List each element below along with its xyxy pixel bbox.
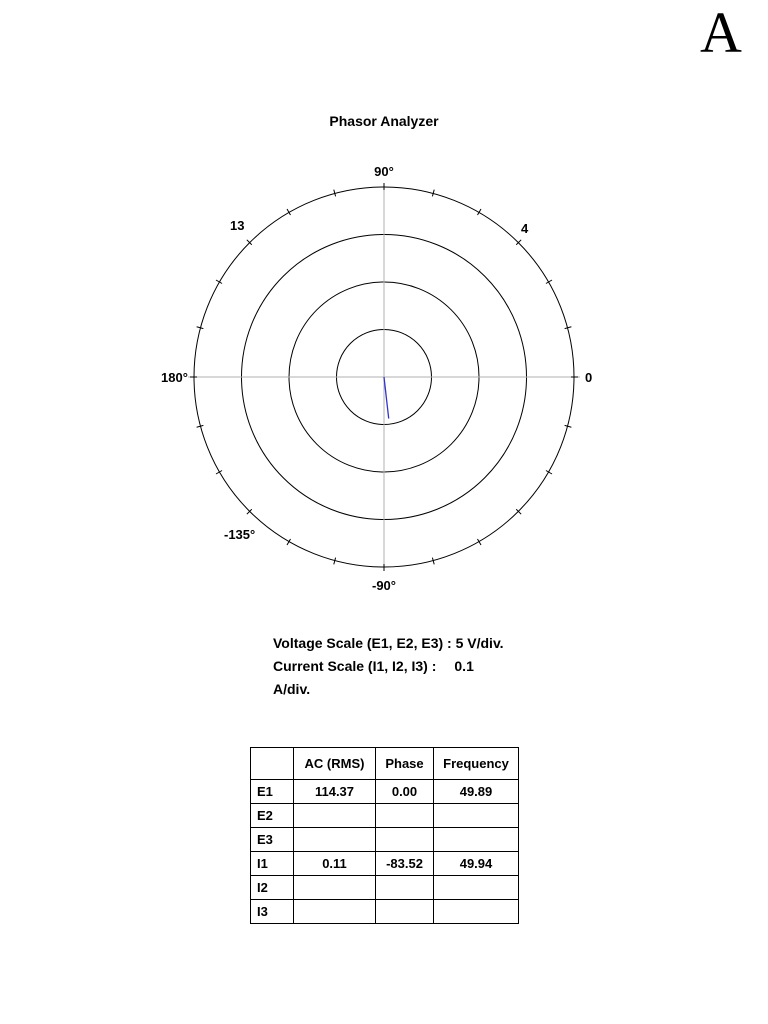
row-label: E3 [251, 828, 294, 852]
current-scale-value: 0.1 [454, 658, 474, 674]
table-header-phase: Phase [376, 748, 434, 780]
row-label: I3 [251, 900, 294, 924]
frequency-cell: 49.89 [434, 780, 519, 804]
axis-label-minus-90: -90° [372, 578, 396, 593]
axis-label-minus-135: -135° [224, 527, 256, 542]
frequency-cell [434, 900, 519, 924]
current-scale-row [273, 655, 504, 678]
frequency-cell: 49.94 [434, 852, 519, 876]
rms-cell [294, 900, 376, 924]
phase-cell [376, 828, 434, 852]
axis-label-0: 0 [585, 370, 593, 385]
axis-label-45: 4 [521, 221, 529, 236]
voltage-scale-value: 5 V/div. [455, 635, 504, 651]
rms-cell: 114.37 [294, 780, 376, 804]
row-label: E2 [251, 804, 294, 828]
scale-info [273, 632, 504, 701]
axis-label-180: 180° [161, 370, 188, 385]
table-header-corner [251, 748, 294, 780]
rms-cell [294, 828, 376, 852]
brand-logo: A [700, 0, 742, 65]
table-row [251, 852, 519, 876]
table-header-frequency: Frequency [434, 748, 519, 780]
angle-tick [247, 509, 252, 514]
table-header-rms: AC (RMS) [294, 748, 376, 780]
frequency-cell [434, 876, 519, 900]
frequency-cell [434, 804, 519, 828]
table-row [251, 780, 519, 804]
rms-cell: 0.11 [294, 852, 376, 876]
angle-tick [247, 240, 252, 245]
row-label: E1 [251, 780, 294, 804]
angle-tick [516, 509, 521, 514]
rms-cell [294, 804, 376, 828]
table-row [251, 804, 519, 828]
phase-cell [376, 804, 434, 828]
axis-label-135: 13 [230, 218, 245, 233]
phase-cell: -83.52 [376, 852, 434, 876]
table-row [251, 900, 519, 924]
phasor-vector-i1 [384, 377, 389, 419]
table-header-row [251, 748, 519, 780]
phase-cell [376, 900, 434, 924]
current-scale-label: Current Scale (I1, I2, I3) : [273, 658, 437, 674]
rms-cell [294, 876, 376, 900]
table-row [251, 876, 519, 900]
phasor-layer [384, 377, 389, 419]
frequency-cell [434, 828, 519, 852]
readings-table [250, 747, 519, 924]
row-label: I2 [251, 876, 294, 900]
current-scale-unit: A/div. [273, 681, 311, 697]
row-label: I1 [251, 852, 294, 876]
table-row [251, 828, 519, 852]
phase-cell [376, 876, 434, 900]
current-scale-unit-row [273, 678, 504, 701]
angle-tick [516, 240, 521, 245]
voltage-scale-label: Voltage Scale (E1, E2, E3) : [273, 635, 452, 651]
voltage-scale-row [273, 632, 504, 655]
axis-label-90: 90° [374, 164, 394, 179]
phase-cell: 0.00 [376, 780, 434, 804]
page-title: Phasor Analyzer [329, 113, 439, 129]
